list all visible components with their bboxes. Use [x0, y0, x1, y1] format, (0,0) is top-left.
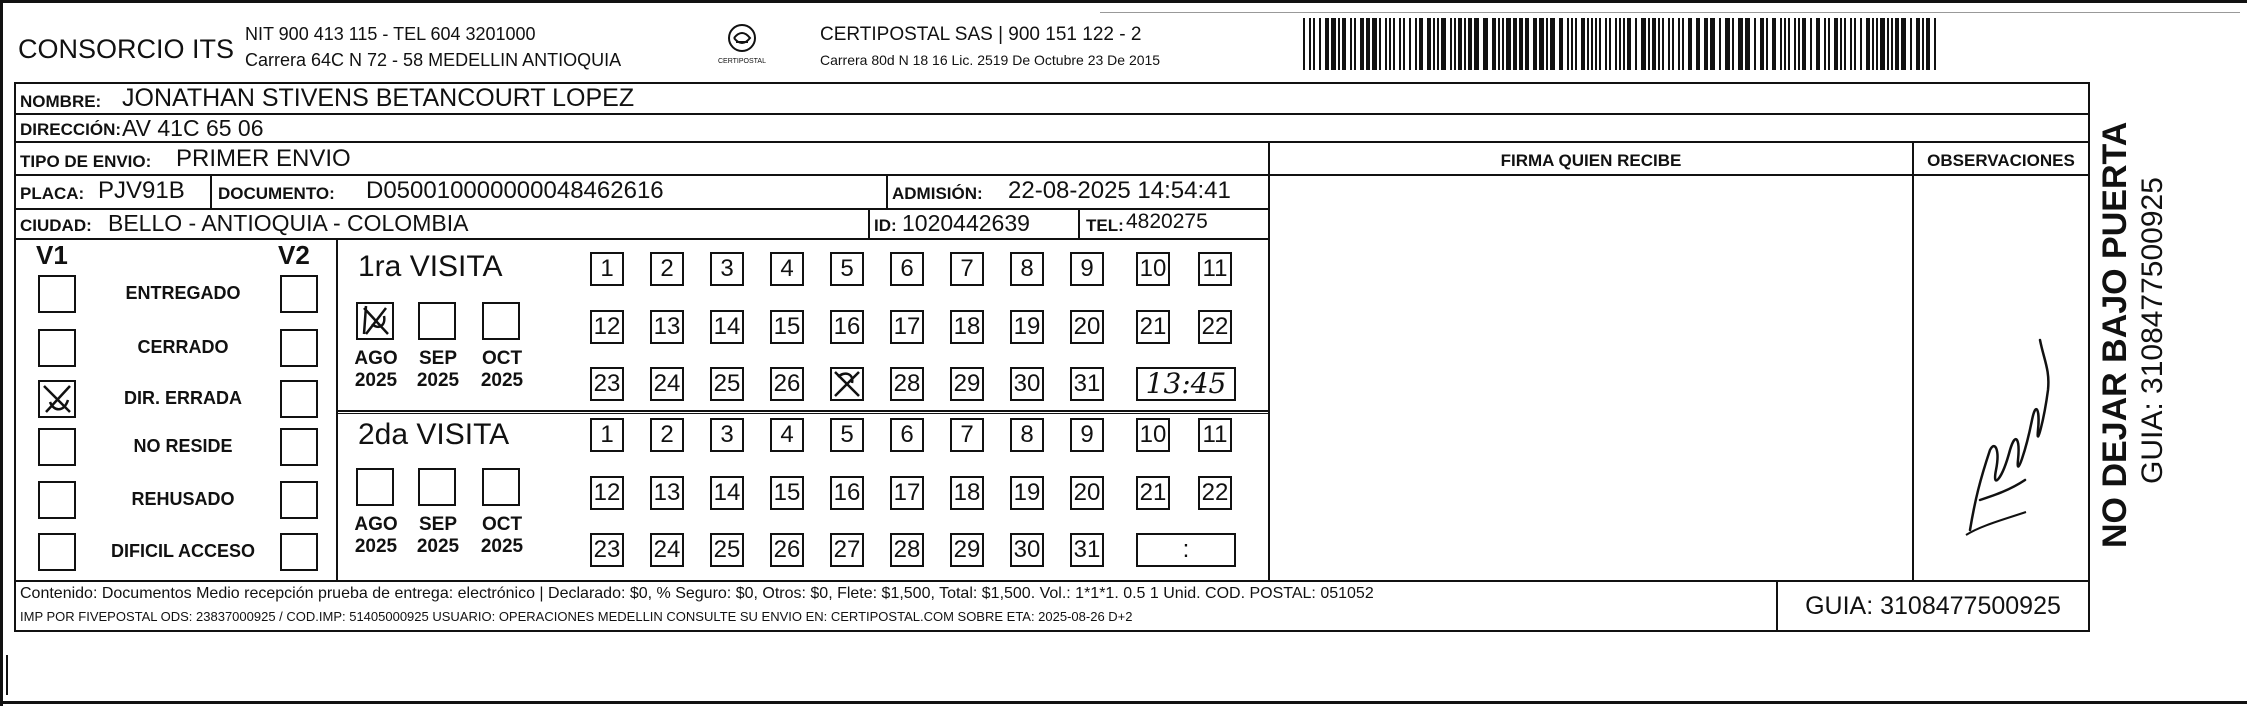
barcode-bar	[1916, 18, 1920, 70]
day-box[interactable]: 10	[1136, 252, 1170, 286]
v1-checkbox[interactable]	[38, 329, 76, 367]
barcode-bar	[1309, 18, 1311, 70]
second-visit-title: 2da VISITA	[358, 418, 510, 451]
barcode-bar	[1901, 18, 1906, 70]
barcode-bar	[1338, 18, 1340, 70]
day-box[interactable]: 22	[1198, 476, 1232, 510]
tipo-value: PRIMER ENVIO	[176, 145, 351, 172]
placa-value: PJV91B	[98, 177, 185, 204]
barcode-bar	[1366, 18, 1370, 70]
barcode-bar	[1635, 18, 1637, 70]
barcode-bar	[1895, 18, 1899, 70]
v2-checkbox[interactable]	[280, 275, 318, 313]
month-checkbox[interactable]	[418, 302, 456, 340]
barcode-bar	[1880, 18, 1885, 70]
barcode-bar	[1539, 18, 1544, 70]
day-box[interactable]: 31	[1070, 367, 1104, 401]
direccion-value: AV 41C 65 06	[122, 115, 264, 141]
barcode-bar	[1816, 18, 1820, 70]
barcode-bar	[1599, 18, 1601, 70]
visit-sep	[336, 410, 1268, 412]
status-sep	[336, 238, 338, 580]
v1-checkbox[interactable]	[38, 380, 76, 418]
barcode-bar	[1427, 18, 1431, 70]
day-box[interactable]: 23	[590, 533, 624, 567]
day-box[interactable]: 4	[770, 252, 804, 286]
barcode-bar	[1581, 18, 1585, 70]
day-box[interactable]: 18	[950, 476, 984, 510]
barcode-bar	[1623, 18, 1625, 70]
certipostal-line: CERTIPOSTAL SAS | 900 151 122 - 2	[820, 24, 1142, 45]
barcode-bar	[1587, 18, 1589, 70]
tipo-label: TIPO DE ENVIO:	[20, 152, 152, 171]
day-box[interactable]: 5	[830, 252, 864, 286]
v2-checkbox[interactable]	[280, 380, 318, 418]
address-line: Carrera 64C N 72 - 58 MEDELLIN ANTIOQUIA	[245, 50, 622, 70]
barcode-bar	[1766, 18, 1768, 70]
barcode-bar	[1704, 18, 1708, 70]
day-box[interactable]: 13	[650, 310, 684, 344]
nombre-label: NOMBRE:	[20, 92, 102, 111]
day-box[interactable]: 16	[830, 476, 864, 510]
day-box[interactable]: 23	[590, 367, 624, 401]
barcode-bar	[1533, 18, 1537, 70]
barcode-bar	[1798, 18, 1800, 70]
day-box[interactable]: 8	[1010, 418, 1044, 452]
barcode-bar	[1784, 18, 1786, 70]
month-checkbox[interactable]	[356, 302, 394, 340]
day-box[interactable]: 10	[1136, 418, 1170, 452]
barcode-bar	[1844, 18, 1846, 70]
barcode-bar	[1840, 18, 1842, 70]
barcode-bar	[1464, 18, 1466, 70]
day-box[interactable]: 2	[650, 252, 684, 286]
barcode-bar	[1492, 18, 1496, 70]
nit-line: NIT 900 413 115 - TEL 604 3201000	[245, 24, 536, 44]
barcode-bar	[1567, 18, 1569, 70]
id-sep	[868, 208, 870, 238]
barcode-bar	[1474, 18, 1479, 70]
time-box[interactable]: 13:45	[1136, 367, 1236, 401]
day-box[interactable]: 26	[770, 533, 804, 567]
barcode-bar	[1772, 18, 1776, 70]
status-reason-label: ENTREGADO	[125, 283, 241, 303]
day-box[interactable]: 5	[830, 418, 864, 452]
day-box[interactable]: 15	[770, 310, 804, 344]
barcode-bar	[1319, 18, 1321, 70]
barcode-bar	[1409, 18, 1411, 70]
month-label: AGO 2025	[354, 514, 398, 557]
barcode-bar	[1325, 18, 1329, 70]
barcode-bar	[1824, 18, 1826, 70]
barcode-bar	[1754, 18, 1756, 70]
month-checkbox[interactable]	[356, 468, 394, 506]
barcode-bar	[1458, 18, 1462, 70]
tel-label: TEL:	[1086, 216, 1124, 235]
barcode-bar	[1658, 18, 1660, 70]
barcode-bar	[1483, 18, 1488, 70]
barcode-bar	[1738, 18, 1743, 70]
day-box[interactable]: 14	[710, 476, 744, 510]
barcode-bar	[1450, 18, 1452, 70]
v1-label: V1	[36, 240, 68, 270]
day-box[interactable]: 15	[770, 476, 804, 510]
status-reason-label: DIR. ERRADA	[123, 388, 242, 408]
barcode-bar	[1788, 18, 1790, 70]
barcode-bar	[1745, 18, 1750, 70]
row-line-footer	[14, 580, 2090, 582]
day-box[interactable]: 29	[950, 367, 984, 401]
barcode-bar	[1433, 18, 1435, 70]
no-dejar-bajo-puerta: NO DEJAR BAJO PUERTA	[2096, 121, 2134, 548]
day-box[interactable]: 20	[1070, 310, 1104, 344]
footer-line-2: IMP POR FIVEPOSTAL ODS: 23837000925 / COD.IMP: 51405000925 USUARIO: OPERACIONES MEDELLIN CONSULTE SU ENVIO EN: CERTIPOSTAL.COM SOBRE ETA: 2025-08-26 D+2	[20, 609, 1133, 624]
barcode-bar	[1559, 18, 1563, 70]
barcode-bar	[1725, 18, 1730, 70]
barcode-bar	[1498, 18, 1500, 70]
barcode-bar	[1403, 18, 1405, 70]
v2-checkbox[interactable]	[280, 329, 318, 367]
tel-sep	[1078, 208, 1080, 238]
barcode-bar	[1393, 18, 1395, 70]
day-box[interactable]: 30	[1010, 533, 1044, 567]
barcode-bar	[1876, 18, 1878, 70]
barcode-bar	[1794, 18, 1796, 70]
barcode-bar	[1513, 18, 1517, 70]
day-box[interactable]: 9	[1070, 252, 1104, 286]
row-line-3b	[1268, 174, 2090, 176]
barcode-bar	[1350, 18, 1352, 70]
barcode-bar	[1810, 18, 1812, 70]
day-box[interactable]: 7	[950, 418, 984, 452]
row-line-2	[14, 141, 2090, 143]
month-label: SEP 2025	[416, 514, 460, 557]
documento-label: DOCUMENTO:	[218, 184, 335, 203]
barcode-bar	[1668, 18, 1670, 70]
footer-line-1: Contenido: Documentos Medio recepción prueba de entrega: electrónico | Declarado: $0, % Seguro: $0, Otros: $0, Flete: $1,500, Total: $1,500. Vol.: 1*1*1. 0.5 1 Unid. COD. POSTAL: 051052	[20, 585, 1374, 602]
barcode-bar	[1313, 18, 1315, 70]
day-box[interactable]: 18	[950, 310, 984, 344]
v2-checkbox[interactable]	[280, 428, 318, 466]
day-box[interactable]: 19	[1010, 310, 1044, 344]
placa-sep	[210, 174, 212, 208]
day-box[interactable]	[830, 367, 864, 401]
ciudad-value: BELLO - ANTIOQUIA - COLOMBIA	[108, 210, 469, 236]
day-box[interactable]: 2	[650, 418, 684, 452]
bottom-border	[0, 701, 2247, 704]
month-checkbox[interactable]	[418, 468, 456, 506]
barcode-bar	[1641, 18, 1646, 70]
day-box[interactable]: 25	[710, 367, 744, 401]
day-box[interactable]: 1	[590, 252, 624, 286]
day-box[interactable]: 3	[710, 252, 744, 286]
day-box[interactable]: 4	[770, 418, 804, 452]
month-label: SEP 2025	[416, 348, 460, 391]
barcode-bar	[1732, 18, 1734, 70]
barcode-bar	[1627, 18, 1631, 70]
barcode-bar	[1887, 18, 1889, 70]
left-border	[0, 0, 3, 706]
day-box[interactable]: 30	[1010, 367, 1044, 401]
v1-checkbox[interactable]	[38, 533, 76, 571]
barcode-bar	[1546, 18, 1548, 70]
day-box[interactable]: 26	[770, 367, 804, 401]
day-box[interactable]: 28	[890, 533, 924, 567]
barcode-bar	[1360, 18, 1364, 70]
barcode-bar	[1802, 18, 1806, 70]
day-box[interactable]: 29	[950, 533, 984, 567]
barcode-bar	[1934, 18, 1936, 70]
barcode-bar	[1854, 18, 1856, 70]
v2-label: V2	[278, 240, 310, 270]
row-line-3	[14, 174, 1268, 176]
day-box[interactable]: 16	[830, 310, 864, 344]
barcode-bar	[1605, 18, 1607, 70]
day-box[interactable]: 8	[1010, 252, 1044, 286]
tel-value: 4820275	[1126, 210, 1208, 233]
barcode-bar	[1682, 18, 1684, 70]
ciudad-label: CIUDAD:	[20, 216, 92, 235]
barcode-bar	[1419, 18, 1423, 70]
id-value: 1020442639	[902, 210, 1030, 236]
top-border	[0, 0, 2247, 3]
id-label: ID:	[874, 216, 897, 235]
day-box[interactable]: 25	[710, 533, 744, 567]
day-box[interactable]: 14	[710, 310, 744, 344]
barcode-bar	[1926, 18, 1930, 70]
barcode-bar	[1415, 18, 1417, 70]
barcode-bar	[1688, 18, 1692, 70]
barcode-bar	[1399, 18, 1401, 70]
v1-checkbox[interactable]	[38, 428, 76, 466]
day-box[interactable]: 22	[1198, 310, 1232, 344]
barcode-bar	[1891, 18, 1893, 70]
barcode-bar	[1615, 18, 1617, 70]
v2-checkbox[interactable]	[280, 481, 318, 519]
barcode-bar	[1922, 18, 1924, 70]
handwritten-signature	[1940, 300, 2060, 540]
obs-left-line	[1912, 141, 1914, 582]
barcode-bar	[1652, 18, 1656, 70]
day-box[interactable]: 11	[1198, 418, 1232, 452]
month-checkbox[interactable]	[482, 302, 520, 340]
barcode-bar	[1502, 18, 1504, 70]
day-box[interactable]: 12	[590, 476, 624, 510]
barcode-bar	[1696, 18, 1700, 70]
day-box[interactable]: 21	[1136, 476, 1170, 510]
barcode-bar	[1389, 18, 1391, 70]
barcode-bar	[1303, 18, 1305, 70]
day-box[interactable]: 12	[590, 310, 624, 344]
barcode-bar	[1441, 18, 1446, 70]
day-box[interactable]: 17	[890, 476, 924, 510]
day-box[interactable]: 3	[710, 418, 744, 452]
certipostal-logo	[712, 22, 772, 72]
status-reason-label: DIFICIL ACCESO	[110, 541, 255, 561]
barcode-bar	[1710, 18, 1715, 70]
barcode-bar	[1662, 18, 1664, 70]
admision-value: 22-08-2025 14:54:41	[1008, 177, 1231, 204]
month-checkbox[interactable]	[482, 468, 520, 506]
day-box[interactable]: 24	[650, 533, 684, 567]
barcode-bar	[1678, 18, 1680, 70]
time-box[interactable]: :	[1136, 533, 1236, 567]
day-box[interactable]: 6	[890, 418, 924, 452]
barcode-bar	[1437, 18, 1439, 70]
barcode-bar	[1519, 18, 1523, 70]
barcode-bar	[1506, 18, 1511, 70]
logo-text: CERTIPOSTAL	[718, 58, 766, 65]
day-box[interactable]: 31	[1070, 533, 1104, 567]
status-reason-label: REHUSADO	[131, 489, 235, 509]
barcode-bar	[1550, 18, 1555, 70]
barcode-bar	[1342, 18, 1346, 70]
day-box[interactable]: 27	[830, 533, 864, 567]
barcode-bar	[1609, 18, 1611, 70]
barcode-bar	[1866, 18, 1870, 70]
barcode-bar	[1780, 18, 1782, 70]
barcode-bar	[1468, 18, 1472, 70]
barcode-bar	[1910, 18, 1912, 70]
nombre-value: JONATHAN STIVENS BETANCOURT LOPEZ	[122, 84, 635, 112]
day-box[interactable]: 24	[650, 367, 684, 401]
barcode-bar	[1828, 18, 1830, 70]
barcode-bar	[1331, 18, 1336, 70]
admision-label: ADMISIÓN:	[892, 184, 983, 203]
v1-checkbox[interactable]	[38, 275, 76, 313]
documento-value: D050010000000048462616	[366, 177, 664, 204]
month-label: AGO 2025	[354, 348, 398, 391]
first-visit-title: 1ra VISITA	[358, 250, 503, 283]
barcode-bar	[1379, 18, 1381, 70]
v2-checkbox[interactable]	[280, 533, 318, 571]
barcode-bar	[1525, 18, 1529, 70]
certipostal-address: Carrera 80d N 18 16 Lic. 2519 De Octubre 23 De 2015	[820, 52, 1161, 68]
v1-checkbox[interactable]	[38, 481, 76, 519]
header-rule	[1100, 12, 2240, 13]
side-guia: GUIA: 3108477500925	[2136, 177, 2169, 484]
firma-left-line	[1268, 141, 1270, 582]
side-column-right	[2088, 82, 2090, 582]
barcode-bar	[1872, 18, 1874, 70]
day-box[interactable]: 7	[950, 252, 984, 286]
barcode	[1303, 18, 1938, 70]
barcode-bar	[1834, 18, 1838, 70]
footer-guia: GUIA: 3108477500925	[1805, 592, 2061, 620]
day-box[interactable]: 21	[1136, 310, 1170, 344]
barcode-bar	[1571, 18, 1573, 70]
row-line-5	[14, 238, 1268, 240]
admision-sep	[886, 174, 888, 208]
barcode-bar	[1672, 18, 1674, 70]
barcode-bar	[1454, 18, 1456, 70]
day-box[interactable]: 13	[650, 476, 684, 510]
barcode-bar	[1595, 18, 1597, 70]
barcode-bar	[1860, 18, 1862, 70]
month-label: OCT 2025	[480, 514, 524, 557]
barcode-bar	[1719, 18, 1721, 70]
status-reason-label: CERRADO	[137, 337, 229, 357]
barcode-bar	[1648, 18, 1650, 70]
day-box[interactable]: 9	[1070, 418, 1104, 452]
barcode-bar	[1850, 18, 1852, 70]
barcode-bar	[1591, 18, 1593, 70]
barcode-bar	[1760, 18, 1764, 70]
company-name: CONSORCIO ITS	[18, 34, 235, 64]
observaciones-header: OBSERVACIONES	[1927, 151, 2075, 170]
day-box[interactable]: 20	[1070, 476, 1104, 510]
day-box[interactable]: 6	[890, 252, 924, 286]
left-stub	[6, 655, 8, 695]
direccion-label: DIRECCIÓN:	[20, 120, 122, 139]
barcode-bar	[1372, 18, 1377, 70]
status-reason-label: NO RESIDE	[133, 436, 233, 456]
barcode-bar	[1385, 18, 1387, 70]
day-box[interactable]: 11	[1198, 252, 1232, 286]
barcode-bar	[1619, 18, 1621, 70]
barcode-bar	[1575, 18, 1577, 70]
placa-label: PLACA:	[20, 184, 85, 203]
day-box[interactable]: 17	[890, 310, 924, 344]
day-box[interactable]: 1	[590, 418, 624, 452]
row-line-1	[14, 113, 2090, 115]
day-box[interactable]: 19	[1010, 476, 1044, 510]
day-box[interactable]: 28	[890, 367, 924, 401]
barcode-bar	[1354, 18, 1356, 70]
firma-header: FIRMA QUIEN RECIBE	[1500, 151, 1682, 170]
month-label: OCT 2025	[480, 348, 524, 391]
visit-sep-2	[336, 413, 1268, 414]
